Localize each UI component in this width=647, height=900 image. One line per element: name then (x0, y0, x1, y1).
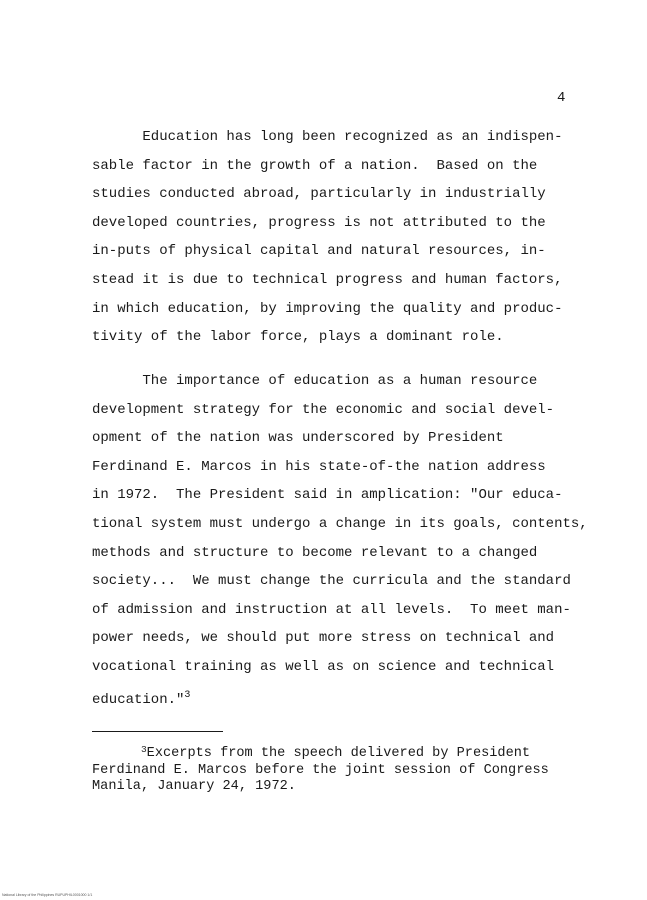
text-line-last (92, 682, 612, 715)
text-line: tional system must undergo a change in its goals, contents, (92, 515, 588, 532)
footnote-reference-mark: 3 (184, 689, 191, 701)
text-line: Ferdinand E. Marcos in his state-of-the nation address (92, 458, 546, 475)
text-line: opment of the nation was underscored by President (92, 430, 504, 447)
text-line: vocational training as well as on science and technical (92, 658, 555, 675)
text-line: development strategy for the economic and social devel- (92, 401, 555, 418)
text-line: of admission and instruction at all levels. To meet man- (92, 601, 571, 618)
text-line: in 1972. The President said in amplication: "Our educa- (92, 487, 563, 504)
footnote-line: Ferdinand E. Marcos before the joint session of Congress (92, 762, 549, 778)
footnote (92, 742, 612, 796)
text-line: methods and structure to become relevant to a changed (92, 544, 538, 561)
library-stamp: National Library of the Philippines RUPUPHIL0001000 1/1 (2, 893, 93, 897)
text-line: sable factor in the growth of a nation. Based on the (92, 157, 538, 174)
text-line: society... We must change the curricula and the standard (92, 573, 571, 590)
footnote-mark: 3 (140, 744, 147, 755)
text-line: The importance of education as a human resource (92, 373, 538, 389)
text-line-content: education." (92, 691, 185, 708)
text-line: stead it is due to technical progress and human factors, (92, 271, 563, 288)
page-number: 4 (557, 90, 566, 106)
text-line: Education has long been recognized as an indispen- (92, 129, 563, 145)
text-line: tivity of the labor force, plays a dominant role. (92, 329, 504, 346)
footnote-divider (92, 731, 223, 732)
text-line: in which education, by improving the quality and produc- (92, 300, 563, 317)
text-line: studies conducted abroad, particularly in industrially (92, 186, 546, 203)
text-line: developed countries, progress is not attributed to the (92, 214, 546, 231)
paragraph-education-importance (92, 123, 612, 352)
text-line: in-puts of physical capital and natural resources, in- (92, 243, 546, 260)
footnote-text: Excerpts from the speech delivered by President (146, 746, 531, 761)
footnote-line (92, 742, 612, 763)
footnote-line: Manila, January 24, 1972. (92, 779, 296, 794)
text-line: power needs, we should put more stress on technical and (92, 630, 555, 647)
paragraph-marcos-address (92, 367, 612, 714)
